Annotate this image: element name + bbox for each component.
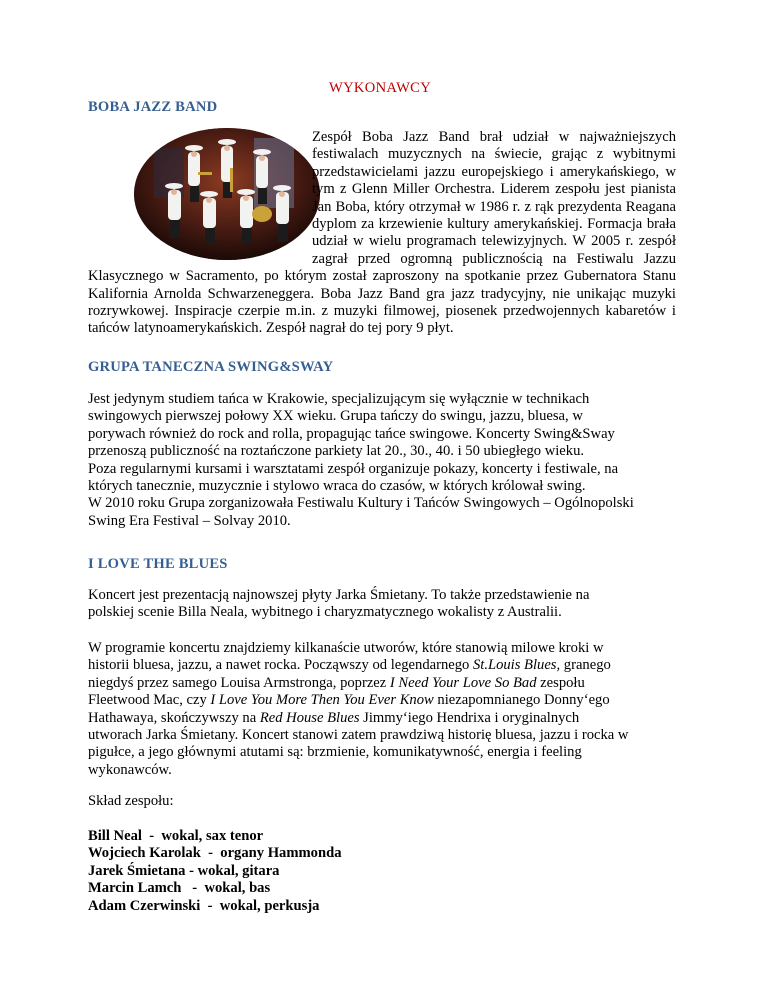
text-line: przenoszą publiczność na roztańczone parkiety lat 20., 30., 40. i 50 ubiegłego wieku. [88, 443, 585, 460]
text-run: Fleetwood Mac, czy [88, 692, 211, 709]
text-run: granego [560, 657, 611, 674]
section-heading-boba: BOBA JAZZ BAND [88, 99, 218, 115]
lineup-member: Marcin Lamch - wokal, bas [88, 880, 271, 897]
text-run: historii bluesa, jazzu, a nawet rocka. Począwszy od legendarnego [88, 657, 473, 674]
page-title: WYKONAWCY [329, 80, 432, 96]
text-line [88, 675, 676, 692]
lineup-member: Bill Neal - wokal, sax tenor [88, 828, 264, 844]
text-line [88, 692, 676, 709]
lineup-member: Jarek Śmietana - wokal, gitara [88, 862, 280, 879]
text-line [88, 710, 676, 727]
text-line: W 2010 roku Grupa zorganizowała Festiwalu Kultury i Tańców Swingowych – Ogólnopolski [88, 495, 634, 512]
section-heading-swing: GRUPA TANECZNA SWING&SWAY [88, 359, 334, 375]
text-line: Poza regularnymi kursami i warsztatami zespół organizuje pokazy, koncerty i festiwale, na [88, 460, 619, 477]
text-line [88, 657, 676, 674]
text-line: Koncert jest prezentacją najnowszej płyty Jarka Śmietany. To także przedstawienie na [88, 587, 590, 603]
text-line: pigułce, a jego głównymi atutami są: brzmienie, komunikatywność, energia i feeling [88, 744, 582, 761]
text-run: niegdyś przez samego Louisa Armstronga, poprzez [88, 674, 390, 691]
lineup-member: Adam Czerwinski - wokal, perkusja [88, 897, 320, 914]
boba-paragraph: Zespół Boba Jazz Band brał udział w najważniejszych festiwalach muzycznych na świecie, grając z wybitnymi przedstawicielami jazzu europejskiego i amerykańskiego, w tym z Glenn Miller Orchestra. Liderem zespołu jest pianista Jan Boba, który otrzymał w 1986 r. z rąk prezydenta Reagana dyplom za krzewienie kultury amerykańskiej. Formacja brała udział w wielu programach telewizyjnych. W 2005 r. zespół zagrał przed ogromną publicznością na Festiwalu Jazzu Klasycznego w Sacramento, po którym został zaproszony na spotkanie przez Gubernatora Stanu Kalifornia Arnolda Schwarzeneggera. Boba Jazz Band gra jazz tradycyjny, nie unikając muzyki rozrywkowej. Inspiracje czerpie m.in. z muzyki filmowej, piosenek przedwojennych kabaretów i tańców latynoamerykańskich. Zespół nagrał do tej pory 9 płyt. [88, 129, 676, 337]
swing-description [88, 391, 676, 530]
text-line: swingowych pierwszej połowy XX wieku. Grupa tańczy do swingu, jazzu, bluesa, w [88, 408, 583, 425]
song-title: I Love You More Then You Ever Know [210, 692, 434, 709]
text-line: wykonawców. [88, 761, 172, 778]
boba-description [88, 129, 676, 338]
text-line: porywach również do rock and rolla, propagując tańce swingowe. Koncerty Swing&Sway [88, 425, 615, 442]
text-run: niezapomnianego Donny‘ego [433, 692, 610, 709]
text-line: Jest jedynym studiem tańca w Krakowie, specjalizującym się wyłącznie w technikach [88, 391, 590, 407]
text-line: których tanecznie, muzycznie i stylowo wraca do czasów, w których królował swing. [88, 478, 586, 495]
text-line: W programie koncertu znajdziemy kilkanaście utworów, które stanowią milowe kroki w [88, 640, 604, 656]
lineup-list [88, 828, 342, 915]
text-line: utworach Jarka Śmietany. Koncert stanowi zatem prawdziwą historię bluesa, jazzu i rocka w [88, 727, 629, 744]
song-title: St.Louis Blues, [472, 657, 561, 674]
text-run: zespołu [536, 674, 585, 691]
song-title: Red House Blues [259, 709, 360, 726]
text-line: polskiej scenie Billa Neala, wybitnego i charyzmatycznego wokalisty z Australii. [88, 604, 562, 621]
text-run: Hathawaya, skończywszy na [88, 709, 260, 726]
blues-program [88, 640, 676, 779]
text-run: Jimmy‘iego Hendrixa i oryginalnych [359, 709, 580, 726]
lineup-member: Wojciech Karolak - organy Hammonda [88, 845, 342, 862]
lineup-label: Skład zespołu: [88, 793, 174, 809]
section-heading-blues: I LOVE THE BLUES [88, 556, 228, 572]
blues-intro [88, 587, 676, 622]
song-title: I Need Your Love So Bad [389, 674, 537, 691]
text-line: Swing Era Festival – Solvay 2010. [88, 512, 291, 529]
